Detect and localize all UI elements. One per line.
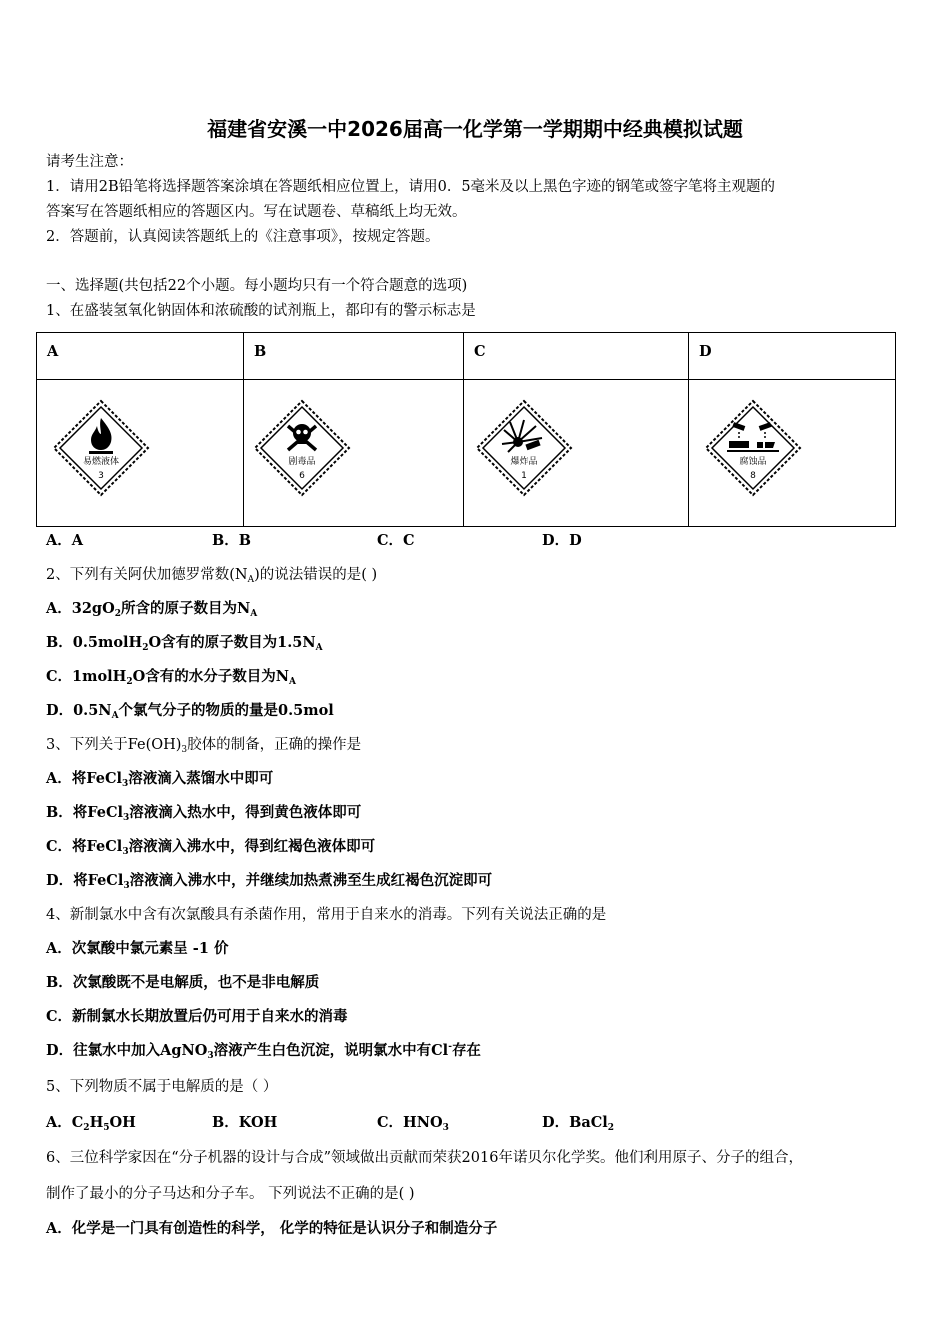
table-header-cell: [244, 333, 464, 380]
skull-crossbones-icon: [288, 424, 316, 450]
q2-option-c[interactable]: C．1molH$_2$O含有的水分子数目为$N_A$: [46, 668, 296, 687]
table-header-cell: [689, 333, 896, 380]
q1-option-a[interactable]: A．A: [46, 532, 84, 549]
table-header-cell: [464, 333, 689, 380]
q3-option-c[interactable]: C．将FeCl$_3$溶液滴入沸水中，得到红褐色液体即可: [46, 838, 376, 857]
table-header-cell: [37, 333, 244, 380]
q1-option-d[interactable]: D．D: [542, 532, 582, 549]
q3-option-b[interactable]: B．将FeCl$_3$溶液滴入热水中，得到黄色液体即可: [46, 804, 362, 823]
notice-item-1-line-1: 1．请用2B铅笔将选择题答案涂填在答题纸相应位置上，请用0．5毫米及以上黑色字迹的钢笔或签字笔将主观题的: [46, 179, 776, 195]
sign-cell-d: [689, 380, 896, 527]
sign-label: 易燃液体: [82, 457, 120, 467]
header-b: B: [254, 343, 267, 360]
section-heading: 一、选择题(共包括22个小题。每小题均只有一个符合题意的选项): [46, 278, 468, 294]
corrosion-icon: [727, 422, 779, 452]
q5-option-c[interactable]: C．$HNO_3$: [377, 1114, 449, 1133]
sign-cell-c: [464, 380, 689, 527]
notice-item-2: 2．答题前，认真阅读答题纸上的《注意事项》，按规定答题。: [46, 229, 440, 245]
page-title: 福建省安溪一中2026届高一化学第一学期期中经典模拟试题: [207, 117, 743, 141]
notice-item-1-line-2: 答案写在答题纸相应的答题区内。写在试题卷、草稿纸上均无效。: [46, 204, 467, 220]
explosive-sign: [474, 398, 574, 498]
q6-option-a[interactable]: A．化学是一门具有创造性的科学， 化学的特征是认识分子和制造分子: [46, 1220, 498, 1237]
flame-icon: [89, 418, 113, 454]
sign-label: 腐蚀品: [739, 457, 767, 467]
q5-options: [46, 1113, 614, 1133]
toxic-sign: [252, 398, 352, 498]
notice-heading: 请考生注意：: [46, 154, 133, 170]
q2-option-b[interactable]: B．0.5molH$_2$O含有的原子数目为$1.5N_A$: [46, 634, 323, 653]
q2-option-a[interactable]: A．$32gO_2$所含的原子数目为$N_A$: [46, 600, 258, 619]
header-d: D: [699, 343, 712, 360]
q2-option-d[interactable]: D．$0.5N_A$个氯气分子的物质的量是0.5mol: [46, 702, 334, 721]
header-c: C: [474, 343, 486, 360]
explosion-icon: [502, 420, 542, 452]
q6-stem-line-2: 制作了最小的分子马达和分子车。 下列说法不正确的是( ): [46, 1186, 415, 1202]
sign-label: 剧毒品: [288, 457, 316, 467]
q3-option-d[interactable]: D．将FeCl$_3$溶液滴入沸水中，并继续加热煮沸至生成红褐色沉淀即可: [46, 872, 493, 891]
sign-number: 3: [98, 471, 104, 481]
q1-option-b[interactable]: B．B: [212, 532, 252, 549]
q1-options: [46, 531, 582, 551]
q6-stem-line-1: 6、三位科学家因在“分子机器的设计与合成”领域做出贡献而荣获2016年诺贝尔化学奖。他们利用原子、分子的组合，: [46, 1150, 803, 1166]
q4-option-b[interactable]: B．次氯酸既不是电解质，也不是非电解质: [46, 974, 320, 991]
q5-option-b[interactable]: B．KOH: [212, 1114, 278, 1131]
flammable-liquid-sign: [51, 398, 151, 498]
sign-label: 爆炸品: [510, 457, 538, 467]
sign-number: 1: [521, 471, 527, 481]
q3-option-a[interactable]: A．将FeCl$_3$溶液滴入蒸馏水中即可: [46, 770, 274, 789]
sign-number: 8: [750, 471, 756, 481]
q2-stem: 2、下列有关阿伏加德罗常数$(N_A)$的说法错误的是( ): [46, 567, 378, 585]
sign-number: 6: [299, 471, 305, 481]
q3-stem: 3、下列关于$Fe(OH)_3$胶体的制备，正确的操作是: [46, 737, 362, 755]
q1-option-c[interactable]: C．C: [377, 532, 415, 549]
sign-cell-a: [37, 380, 244, 527]
q5-option-a[interactable]: A．$C_2H_5OH$: [46, 1114, 136, 1133]
q4-option-a[interactable]: A．次氯酸中氯元素呈 -1 价: [46, 940, 229, 957]
corrosive-sign: [703, 398, 803, 498]
q4-stem: 4、新制氯水中含有次氯酸具有杀菌作用，常用于自来水的消毒。下列有关说法正确的是: [46, 907, 607, 923]
q4-option-d[interactable]: D．往氯水中加入AgNO$_3$溶液产生白色沉淀，说明氯水中有Cl-存在: [46, 1042, 481, 1061]
sign-cell-b: [244, 380, 464, 527]
hazard-sign-table: [36, 332, 896, 527]
q5-option-d[interactable]: D．BaCl$_2$: [542, 1114, 615, 1133]
q5-stem: 5、下列物质不属于电解质的是（ ）: [46, 1079, 278, 1095]
q1-stem: 1、在盛装氢氧化钠固体和浓硫酸的试剂瓶上，都印有的警示标志是: [46, 303, 476, 319]
header-a: A: [47, 343, 59, 360]
q4-option-c[interactable]: C．新制氯水长期放置后仍可用于自来水的消毒: [46, 1008, 348, 1025]
